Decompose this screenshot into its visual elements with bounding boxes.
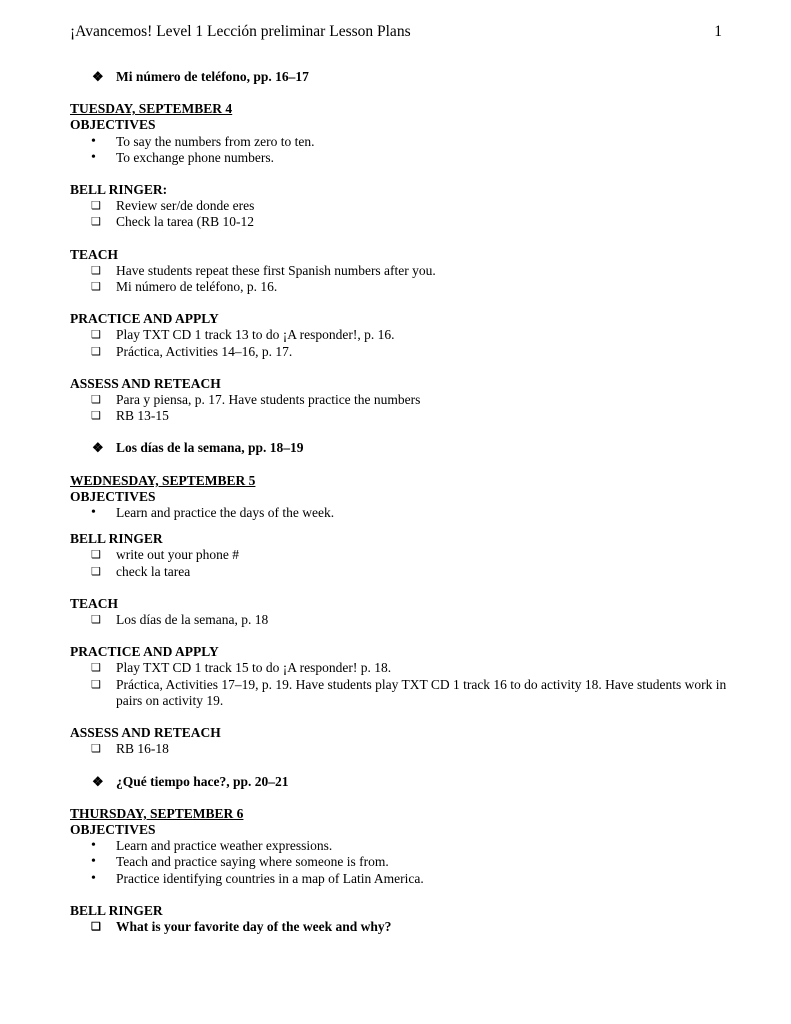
list-item: • Learn and practice the days of the week. [91, 505, 335, 521]
bullet-icon: • [91, 838, 96, 854]
list-item: ❑ Práctica, Activities 17–19, p. 19. Have students play TXT CD 1 track 16 to do activity 18. Have students work in pairs on activity 19. [91, 676, 727, 708]
section-label: OBJECTIVES [70, 488, 156, 504]
checkbox-icon: ❑ [91, 920, 101, 933]
objectives-list [70, 134, 730, 166]
checkbox-icon: ❑ [91, 678, 101, 691]
section-label: PRACTICE AND APPLY [70, 311, 219, 327]
section-label: BELL RINGER: [70, 182, 168, 198]
list-item: ❑ Mi número de teléfono, p. 16. [91, 279, 278, 295]
day-heading: TUESDAY, SEPTEMBER 4 [70, 101, 233, 117]
task-list [70, 392, 730, 424]
bullet-icon: • [91, 149, 96, 165]
checkbox-icon: ❑ [91, 200, 101, 213]
task-list [70, 263, 730, 295]
list-item: ❑ Los días de la semana, p. 18 [91, 612, 269, 628]
list-item: ❑ RB 16-18 [91, 741, 169, 757]
list-item: ❑ Have students repeat these first Spanish numbers after you. [91, 262, 436, 278]
task-list [70, 612, 730, 628]
section-label: PRACTICE AND APPLY [70, 644, 219, 660]
page-header [70, 23, 722, 41]
list-item: ❑ Play TXT CD 1 track 13 to do ¡A responder!, p. 16. [91, 327, 395, 343]
section-label: OBJECTIVES [70, 821, 156, 837]
section-label: ASSESS AND RETEACH [70, 725, 221, 741]
diamond-bullet-icon: ❖ [92, 69, 104, 84]
diamond-bullet-icon: ❖ [92, 440, 104, 456]
checkbox-icon: ❑ [91, 216, 101, 229]
section-label: TEACH [70, 595, 119, 611]
checkbox-icon: ❑ [91, 410, 101, 423]
bullet-icon: • [91, 854, 96, 870]
list-item: • To exchange phone numbers. [91, 149, 275, 165]
list-item: • Teach and practice saying where someone is from. [91, 854, 389, 870]
section-label: BELL RINGER [70, 902, 163, 918]
checkbox-icon: ❑ [91, 264, 101, 277]
list-item: ❑ write out your phone # [91, 547, 239, 563]
list-item: • Practice identifying countries in a map of Latin America. [91, 870, 424, 886]
day-heading: THURSDAY, SEPTEMBER 6 [70, 805, 244, 821]
list-item: ❑ Review ser/de donde eres [91, 198, 255, 214]
document-title: ¡Avancemos! Level 1 Lección preliminar Lesson Plans [70, 23, 411, 40]
list-item: ❑ Para y piensa, p. 17. Have students practice the numbers [91, 392, 421, 408]
list-item: ❑ Práctica, Activities 14–16, p. 17. [91, 343, 293, 359]
section-label: OBJECTIVES [70, 117, 156, 133]
task-list [70, 919, 730, 935]
checkbox-icon: ❑ [91, 329, 101, 342]
lesson-content [70, 69, 730, 935]
task-list [70, 327, 730, 359]
list-item: • Learn and practice weather expressions. [91, 838, 333, 854]
checkbox-icon: ❑ [91, 281, 101, 294]
list-item: ❑ Check la tarea (RB 10-12 [91, 214, 254, 230]
checkbox-icon: ❑ [91, 614, 101, 627]
topic-heading: ❖ ¿Qué tiempo hace?, pp. 20–21 [92, 773, 289, 789]
checkbox-icon: ❑ [91, 394, 101, 407]
task-list [70, 660, 730, 709]
topic-heading: ❖ Los días de la semana, pp. 18–19 [92, 440, 304, 456]
bullet-icon: • [91, 505, 96, 521]
bullet-icon: • [91, 870, 96, 886]
section-label: BELL RINGER [70, 531, 163, 547]
topic-heading: ❖ Mi número de teléfono, pp. 16–17 [92, 69, 309, 84]
list-item: ❑ Play TXT CD 1 track 15 to do ¡A responder! p. 18. [91, 660, 392, 676]
checkbox-icon: ❑ [91, 565, 101, 578]
task-list [70, 547, 730, 579]
objectives-list [70, 505, 730, 521]
bullet-icon: • [91, 133, 96, 149]
task-list [70, 198, 730, 230]
checkbox-icon: ❑ [91, 549, 101, 562]
page-number: 1 [714, 23, 722, 40]
day-heading: WEDNESDAY, SEPTEMBER 5 [70, 472, 256, 488]
objectives-list [70, 838, 730, 887]
list-item: ❑ RB 13-15 [91, 408, 169, 424]
section-label: ASSESS AND RETEACH [70, 375, 221, 391]
section-label: TEACH [70, 246, 119, 262]
task-list [70, 741, 730, 757]
list-item: ❑ What is your favorite day of the week and why? [91, 918, 392, 934]
checkbox-icon: ❑ [91, 662, 101, 675]
list-item: ❑ check la tarea [91, 563, 191, 579]
diamond-bullet-icon: ❖ [92, 773, 104, 789]
checkbox-icon: ❑ [91, 743, 101, 756]
checkbox-icon: ❑ [91, 345, 101, 358]
list-item: • To say the numbers from zero to ten. [91, 133, 315, 149]
